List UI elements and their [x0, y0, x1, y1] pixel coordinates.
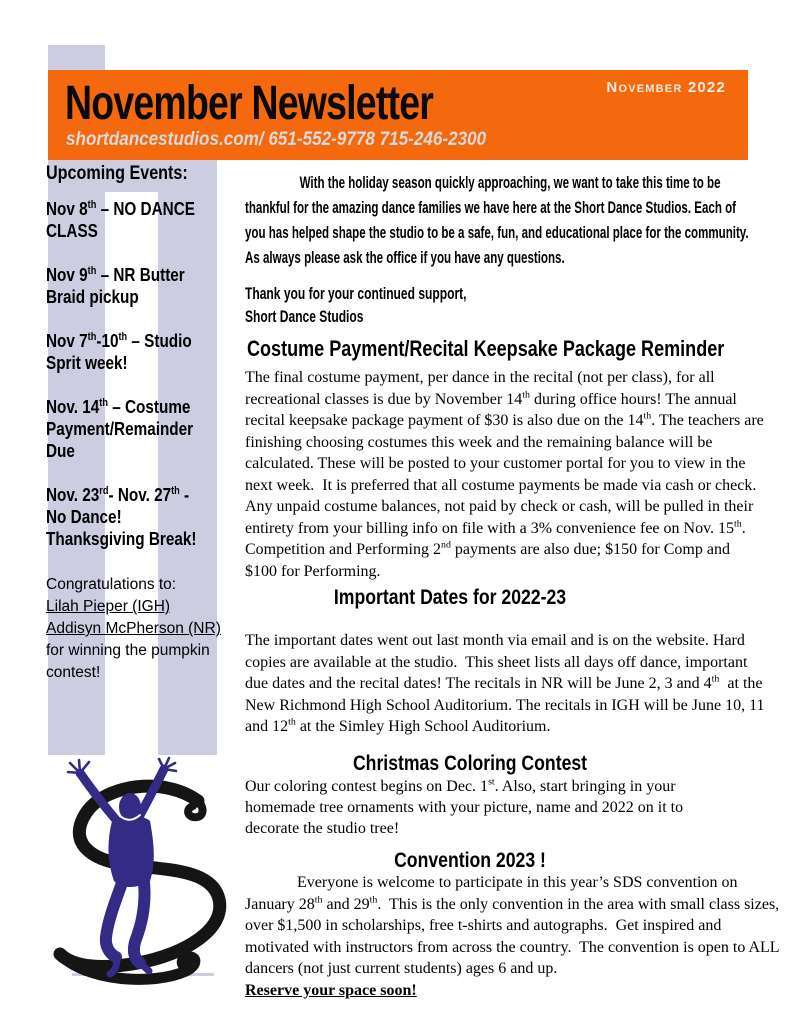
costume-payment-heading: Costume Payment/Recital Keepsake Package Reminder: [247, 336, 725, 361]
dancer-s-logo: [48, 756, 233, 1018]
newsletter-title: November Newsletter: [65, 77, 434, 130]
congratulations-note: Congratulations to: Lilah Pieper (IGH) Addisyn McPherson (NR) for winning the pumpkin contest!: [46, 576, 221, 681]
event-item-spirit-week: Nov 7th-10th – Studio Sprit week!: [46, 331, 192, 373]
newsletter-masthead: [48, 70, 748, 160]
issue-date: November 2022: [606, 79, 726, 96]
thank-you-signoff: Thank you for your continued support, Short Dance Studios: [245, 285, 467, 326]
costume-payment-body: The final costume payment, per dance in the recital (not per class), for all recreational classes is due by November 14th during office hours! The annual recital keepsake package payment of $30 is also due on the 14th. The teachers are finishing choosing costumes this week and the remaining balance will be calculated. These will be posted to your customer portal for you to view in the next week. It is preferred that all costume payments be made via cash or check. Any unpaid costume balances, not paid by check or cash, will be pulled in their entirety from your billing info on file with a 3% convenience fee on Nov. 15th. Competition and Performing 2nd payments are also due; $150 for Comp and $100 for Performing.: [245, 369, 764, 580]
upcoming-events-heading: Upcoming Events:: [46, 163, 188, 184]
coloring-contest-body: Our coloring contest begins on Dec. 1st. Also, start bringing in your homemade tree ornaments with your picture, name and 2022 on it to decorate the studio tree!: [245, 776, 684, 837]
intro-paragraph: With the holiday season quickly approaching, we want to take this time to be thankful for the amazing dance families we have here at the Short Dance Studios. Each of you has helped shape the studio to be a safe, fun, and educational place for the community. As always please ask the office if you have any questions.: [245, 174, 752, 267]
coloring-contest-heading: Christmas Coloring Contest: [352, 751, 588, 775]
convention-heading: Convention 2023 !: [394, 848, 546, 872]
convention-body: Everyone is welcome to participate in this year’s SDS convention on January 28th and 29th. This is the only convention in the area with small class sizes, over $1,500 in scholarships, free t-shirts and autographs. Get inspired and motivated with instructors from across the country. The convention is open to ALL dancers (not just current students) ages 6 and up. Reserve your space soon!: [245, 874, 780, 999]
event-item-thanksgiving-break: Nov. 23rd- Nov. 27th - No Dance! Thanksgiving Break!: [46, 485, 197, 549]
important-dates-body: The important dates went out last month via email and is on the website. Hard copies are available at the studio. This sheet lists all days off dance, important due dates and the recital dates! The recitals in NR will be June 2, 3 and 4th at the New Richmond High School Auditorium. The recitals in IGH will be June 10, 11 and 12th at the Simley High School Auditorium.: [245, 632, 765, 735]
event-item-butter-braid: Nov 9th – NR Butter Braid pickup: [46, 265, 185, 307]
important-dates-heading: Important Dates for 2022-23: [333, 585, 567, 609]
event-item-costume-payment: Nov. 14th – Costume Payment/Remainder Due: [46, 397, 194, 461]
upcoming-events-panel: [46, 163, 286, 684]
contact-info-line: shortdancestudios.com/ 651-552-9778 715-246-2300: [66, 129, 487, 150]
event-item-no-dance-class: Nov 8th – NO DANCE CLASS: [46, 199, 195, 241]
